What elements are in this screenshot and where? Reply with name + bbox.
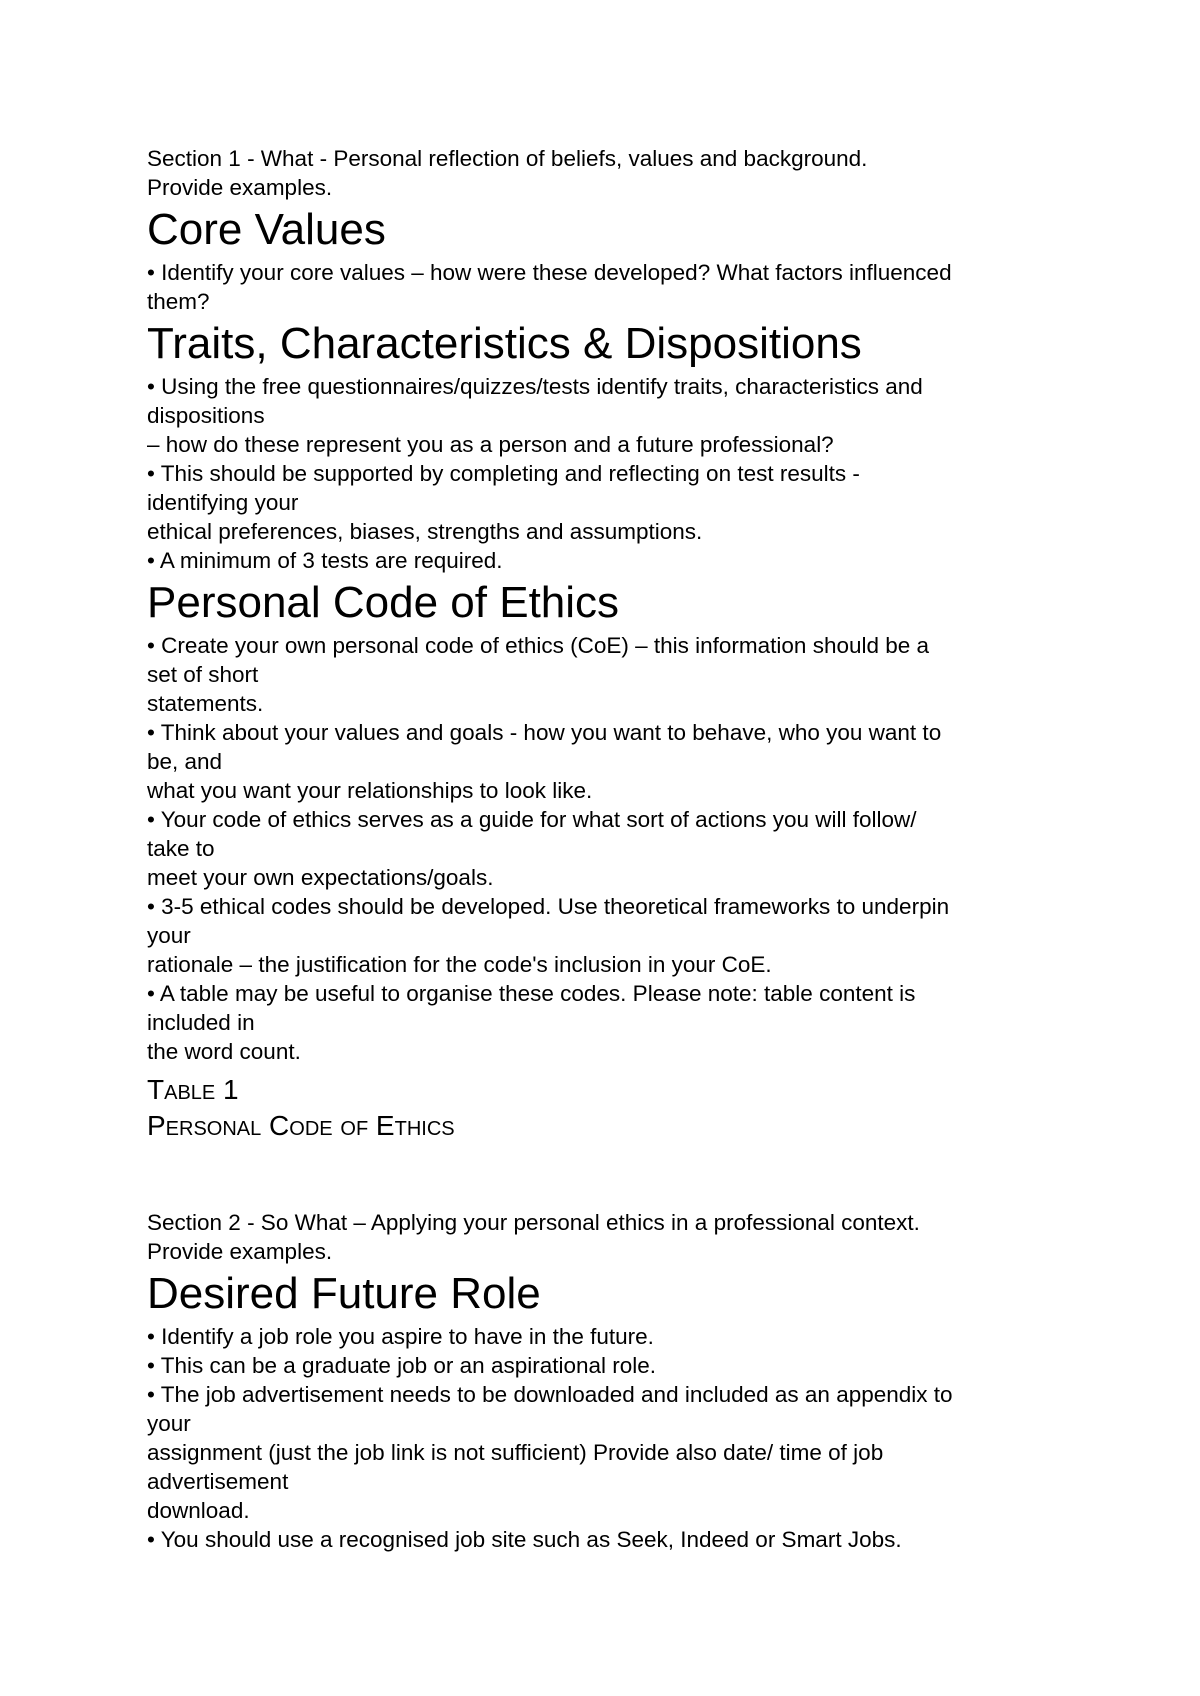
body-line: • Using the free questionnaires/quizzes/tests identify traits, characteristics and <box>147 374 923 399</box>
body-line: ethical preferences, biases, strengths and assumptions. <box>147 519 703 544</box>
body-line: • 3-5 ethical codes should be developed. Use theoretical frameworks to underpin <box>147 894 950 919</box>
body-line: • This should be supported by completing and reflecting on test results - <box>147 461 860 486</box>
core-values-body <box>147 258 1067 316</box>
table-caption-title: Personal Code of Ethics <box>147 1110 455 1141</box>
document-page <box>147 144 1067 1554</box>
body-line: them? <box>147 289 210 314</box>
body-line: be, and <box>147 749 223 774</box>
body-line: dispositions <box>147 403 265 428</box>
section-1-subtitle: Provide examples. <box>147 175 333 200</box>
body-line: • The job advertisement needs to be downloaded and included as an appendix to <box>147 1382 953 1407</box>
body-line: • You should use a recognised job site such as Seek, Indeed or Smart Jobs. <box>147 1527 902 1552</box>
body-line: your <box>147 1411 191 1436</box>
section-2-title: Section 2 - So What – Applying your personal ethics in a professional context. <box>147 1210 920 1235</box>
body-line: • This can be a graduate job or an aspirational role. <box>147 1353 657 1378</box>
body-line: identifying your <box>147 490 299 515</box>
body-line: • Create your own personal code of ethics (CoE) – this information should be a <box>147 633 930 658</box>
body-line: take to <box>147 836 215 861</box>
section-2-intro <box>147 1208 1067 1266</box>
traits-heading: Traits, Characteristics & Dispositions <box>147 319 862 368</box>
body-line: • Identify a job role you aspire to have in the future. <box>147 1324 654 1349</box>
body-line: • Think about your values and goals - how you want to behave, who you want to <box>147 720 942 745</box>
body-line: • A minimum of 3 tests are required. <box>147 548 503 573</box>
body-line: what you want your relationships to look like. <box>147 778 593 803</box>
future-role-body <box>147 1322 1067 1554</box>
body-line: your <box>147 923 191 948</box>
section-1-intro <box>147 144 1067 202</box>
body-line: • A table may be useful to organise these codes. Please note: table content is <box>147 981 916 1006</box>
body-line: set of short <box>147 662 259 687</box>
table-caption <box>147 1072 1067 1144</box>
body-line: – how do these represent you as a person and a future professional? <box>147 432 834 457</box>
section-2-subtitle: Provide examples. <box>147 1239 333 1264</box>
section-spacer <box>147 1144 1067 1208</box>
body-line: rationale – the justification for the code's inclusion in your CoE. <box>147 952 772 977</box>
traits-body <box>147 372 1067 575</box>
body-line: assignment (just the job link is not sufficient) Provide also date/ time of job <box>147 1440 884 1465</box>
body-line: meet your own expectations/goals. <box>147 865 494 890</box>
body-line: download. <box>147 1498 250 1523</box>
code-of-ethics-body <box>147 631 1067 1066</box>
body-line: the word count. <box>147 1039 301 1064</box>
code-of-ethics-heading: Personal Code of Ethics <box>147 578 620 627</box>
body-line: advertisement <box>147 1469 289 1494</box>
core-values-heading: Core Values <box>147 205 386 254</box>
body-line: included in <box>147 1010 255 1035</box>
body-line: • Your code of ethics serves as a guide for what sort of actions you will follow/ <box>147 807 917 832</box>
body-line: • Identify your core values – how were these developed? What factors influenced <box>147 260 952 285</box>
future-role-heading: Desired Future Role <box>147 1269 541 1318</box>
body-line: statements. <box>147 691 264 716</box>
section-1-title: Section 1 - What - Personal reflection of beliefs, values and background. <box>147 146 868 171</box>
table-caption-label: Table 1 <box>147 1074 239 1105</box>
